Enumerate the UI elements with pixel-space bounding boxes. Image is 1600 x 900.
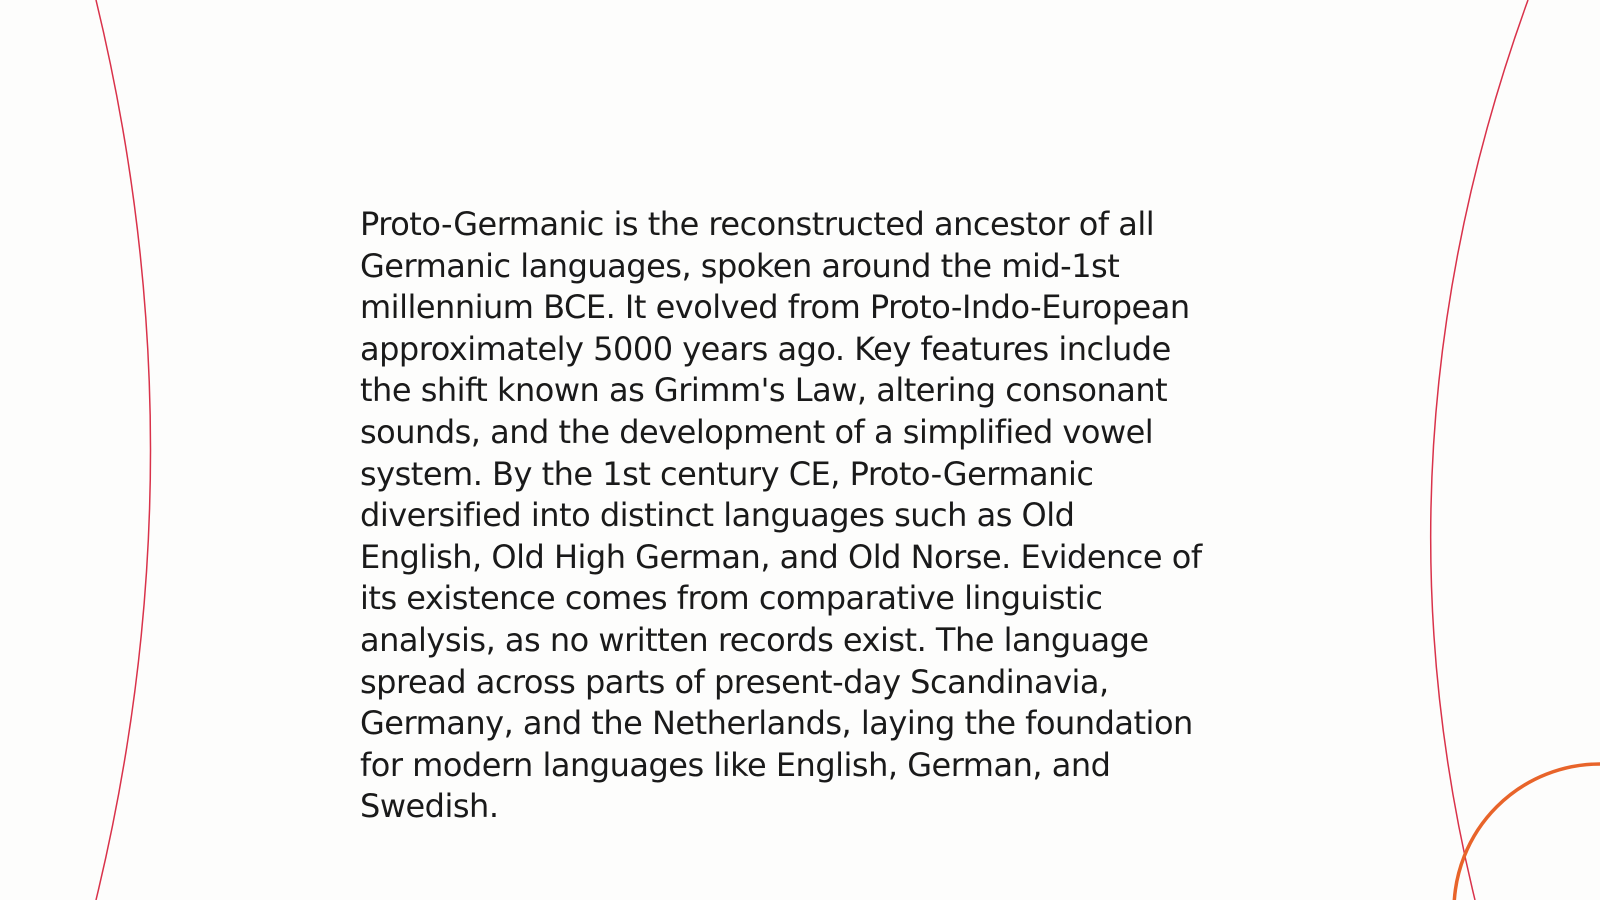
left-curve-line (96, 0, 151, 900)
orange-circle-decor (1454, 764, 1600, 900)
body-paragraph: Proto-Germanic is the reconstructed ancestor of all Germanic languages, spoken around the mid-1st millennium BCE. It evolved from Proto-Indo-European approximately 5000 years ago. Key features include the shift known as Grimm's Law, altering consonant sounds, and the development of a simplified vowel system. By the 1st century CE, Proto-Germanic diversified into distinct languages such as Old English, Old High German, and Old Norse. Evidence of its existence comes from comparative linguistic analysis, as no written records exist. The language spread across parts of present-day Scandinavia, Germany, and the Netherlands, laying the foundation for modern languages like English, German, and Swedish. (360, 205, 1202, 826)
right-curve-line (1431, 0, 1528, 900)
